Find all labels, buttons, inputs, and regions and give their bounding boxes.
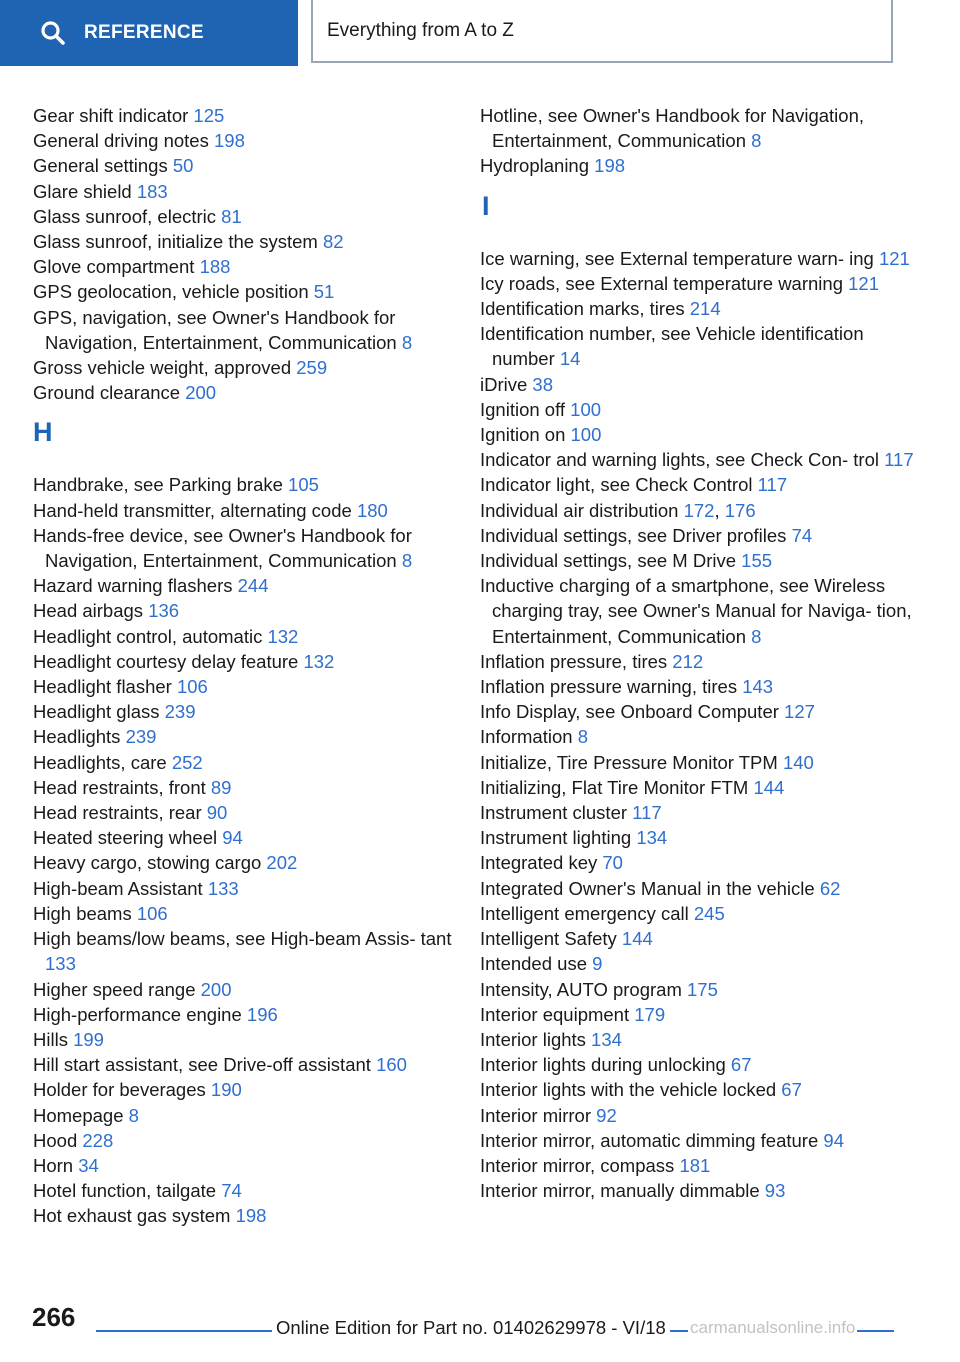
index-entry xyxy=(480,1153,930,1178)
index-entry-text: Hot exhaust gas system xyxy=(33,1205,231,1227)
page-link[interactable]: 144 xyxy=(753,776,785,798)
index-entry-text: Headlight flasher xyxy=(33,676,172,698)
index-entry-text: Integrated Owner's Manual in the vehicle xyxy=(480,877,815,899)
index-entry xyxy=(33,876,453,901)
index-entry xyxy=(480,447,930,472)
index-entry-text: Instrument lighting xyxy=(480,827,632,849)
index-entry xyxy=(33,1077,453,1102)
index-entry xyxy=(480,674,930,699)
index-entry xyxy=(33,649,453,674)
index-entry-text: Intelligent Safety xyxy=(480,928,617,950)
page-link[interactable]: 196 xyxy=(246,1003,278,1025)
index-entry xyxy=(33,523,453,573)
page-link[interactable]: 8 xyxy=(577,726,588,748)
page-link[interactable]: 252 xyxy=(171,751,203,773)
index-column-right xyxy=(480,103,930,1203)
page-link[interactable]: 172 xyxy=(683,499,715,521)
index-entry-text: iDrive xyxy=(480,373,528,395)
index-entry-text: Inductive charging of a smartphone, see Wireless charging tray, see Owner's Manual for Naviga‐ tion, Entertainment, Communication xyxy=(480,575,912,647)
page-link[interactable]: 121 xyxy=(878,247,910,269)
page-link[interactable]: 106 xyxy=(136,902,168,924)
page-link[interactable]: 74 xyxy=(791,524,813,546)
page-link[interactable]: 94 xyxy=(823,1129,844,1151)
page-link[interactable]: 176 xyxy=(724,499,756,521)
index-entry-text: Handbrake, see Parking brake xyxy=(33,474,283,496)
index-entry-text: Inflation pressure warning, tires xyxy=(480,676,738,698)
section-title-box xyxy=(311,0,893,63)
index-entry xyxy=(33,750,453,775)
page-link[interactable]: 8 xyxy=(751,625,762,647)
page-link[interactable]: 38 xyxy=(532,373,553,395)
index-entry xyxy=(480,296,930,321)
page-link[interactable]: 51 xyxy=(313,281,335,303)
index-entry xyxy=(480,901,930,926)
index-entry xyxy=(33,901,453,926)
index-entry-text: Ignition on xyxy=(480,424,566,446)
page-link[interactable]: 70 xyxy=(602,852,623,874)
index-entry xyxy=(480,103,930,153)
index-entry-text: Hand-held transmitter, alternating code xyxy=(33,499,352,521)
page-link[interactable]: 181 xyxy=(679,1154,711,1176)
page-link[interactable]: 244 xyxy=(237,575,269,597)
page-link[interactable]: 132 xyxy=(303,650,335,672)
index-entry xyxy=(480,649,930,674)
index-entry-text: Initialize, Tire Pressure Monitor TPM xyxy=(480,751,778,773)
page-header xyxy=(0,0,960,66)
page-link[interactable]: 100 xyxy=(570,398,602,420)
index-entry xyxy=(33,153,453,178)
index-entry xyxy=(480,523,930,548)
index-column-left xyxy=(33,103,453,1229)
index-entry-text: Heavy cargo, stowing cargo xyxy=(33,852,262,874)
index-entry-text: Ice warning, see External temperature warn‐ ing xyxy=(480,247,874,269)
watermark: carmanualsonline.info xyxy=(690,1318,856,1337)
index-entry xyxy=(480,724,930,749)
index-entry xyxy=(33,1052,453,1077)
index-entry xyxy=(480,775,930,800)
page-link[interactable]: 202 xyxy=(266,852,298,874)
page-link[interactable]: 34 xyxy=(78,1154,99,1176)
index-entry-text: Ground clearance xyxy=(33,382,181,404)
index-entry xyxy=(33,598,453,623)
index-entry-text: Horn xyxy=(33,1154,74,1176)
page-link[interactable]: 8 xyxy=(128,1104,139,1126)
index-entry-text: Ignition off xyxy=(480,398,566,420)
index-entry-text: Hills xyxy=(33,1028,68,1050)
page-link[interactable]: 239 xyxy=(125,726,157,748)
page-link[interactable]: 50 xyxy=(172,155,194,177)
index-entry-text: High-performance engine xyxy=(33,1003,242,1025)
index-entry-text: Identification number, see Vehicle identification number xyxy=(480,323,864,370)
index-entry-text: Information xyxy=(480,726,573,748)
index-entry-text: Headlights xyxy=(33,726,121,748)
index-entry-text: Inflation pressure, tires xyxy=(480,650,668,672)
index-entry-text: Gear shift indicator xyxy=(33,105,189,126)
index-entry xyxy=(480,951,930,976)
index-entry xyxy=(480,573,930,649)
page-link[interactable]: 117 xyxy=(884,449,914,471)
index-entry-text: Glass sunroof, initialize the system xyxy=(33,231,318,253)
index-entry-text: Head airbags xyxy=(33,600,144,622)
index-entry-text: Intensity, AUTO program xyxy=(480,978,682,1000)
page-link[interactable]: 143 xyxy=(742,676,774,698)
index-entry-text: Head restraints, front xyxy=(33,776,206,798)
index-entry-text: Identification marks, tires xyxy=(480,298,685,320)
index-entry xyxy=(33,305,453,355)
index-entry xyxy=(480,876,930,901)
index-entry-text: Info Display, see Onboard Computer xyxy=(480,701,779,723)
index-entry xyxy=(33,128,453,153)
index-entry xyxy=(480,977,930,1002)
index-entry xyxy=(33,1178,453,1203)
page-link[interactable]: 8 xyxy=(401,550,413,572)
index-entry xyxy=(33,279,453,304)
index-entry-text: General settings xyxy=(33,155,168,177)
index-entry-text: Hands-free device, see Owner's Handbook for Navigation, Entertainment, Communication xyxy=(33,524,412,572)
index-entry xyxy=(480,271,930,296)
index-entry-text: Integrated key xyxy=(480,852,598,874)
index-entry-text: Interior lights xyxy=(480,1028,586,1050)
index-entry-text: Headlight control, automatic xyxy=(33,625,263,647)
index-entry-text: High-beam Assistant xyxy=(33,877,203,899)
page-link[interactable]: 199 xyxy=(73,1028,104,1050)
index-entry xyxy=(480,153,930,178)
page-link[interactable]: 188 xyxy=(199,256,231,278)
index-entry-text: Headlights, care xyxy=(33,751,167,773)
page-link[interactable]: 214 xyxy=(689,298,721,320)
index-entry-text: General driving notes xyxy=(33,130,209,152)
page-number: 266 xyxy=(32,1302,76,1332)
index-entry-text: Interior mirror, automatic dimming feature xyxy=(480,1129,819,1151)
index-entry-text: Interior lights during unlocking xyxy=(480,1054,726,1076)
index-entry xyxy=(480,372,930,397)
index-entry xyxy=(33,825,453,850)
index-entry xyxy=(33,1002,453,1027)
index-entry xyxy=(33,674,453,699)
index-entry-text: Gross vehicle weight, approved xyxy=(33,357,292,379)
page-link[interactable]: 198 xyxy=(235,1205,267,1227)
index-entry-text: Headlight courtesy delay feature xyxy=(33,650,299,672)
page-link[interactable]: 245 xyxy=(693,902,725,924)
index-entry xyxy=(480,825,930,850)
index-entry-text: Intelligent emergency call xyxy=(480,902,689,924)
index-entry-text: Interior mirror, compass xyxy=(480,1154,675,1176)
page-link[interactable]: 160 xyxy=(376,1054,407,1076)
edition-text: Online Edition for Part no. 01402629978 - VI/18 xyxy=(272,1317,670,1339)
index-entry xyxy=(480,548,930,573)
page-link[interactable]: 133 xyxy=(45,953,76,975)
index-entry-text: Glove compartment xyxy=(33,256,195,278)
index-entry-text: High beams/low beams, see High-beam Assis‐ tant xyxy=(33,928,452,950)
index-entry xyxy=(33,1128,453,1153)
index-entry xyxy=(480,472,930,497)
index-entry: Individual air distribution 172, 176 xyxy=(480,499,756,521)
index-entry xyxy=(480,699,930,724)
page-link[interactable]: 175 xyxy=(687,978,718,1000)
page-link[interactable]: 125 xyxy=(193,105,225,126)
index-entry-text: Indicator light, see Check Control xyxy=(480,474,753,496)
page-link[interactable]: 92 xyxy=(596,1104,617,1126)
index-entry xyxy=(480,800,930,825)
index-entry-text: Instrument cluster xyxy=(480,802,628,824)
index-entry-text: Hydroplaning xyxy=(480,155,590,177)
page-link[interactable]: 67 xyxy=(781,1079,802,1101)
page-link[interactable]: 198 xyxy=(594,155,626,177)
page-link[interactable]: 14 xyxy=(559,348,581,370)
page-link[interactable]: 121 xyxy=(848,272,879,294)
index-entry-text: Higher speed range xyxy=(33,978,196,1000)
index-entry-text: Interior equipment xyxy=(480,1003,630,1025)
index-entry xyxy=(33,103,453,128)
index-entry-text: Individual air distribution xyxy=(480,499,679,521)
page-link[interactable]: 200 xyxy=(185,382,217,404)
page-link[interactable]: 133 xyxy=(207,877,239,899)
index-entry-text: Intended use xyxy=(480,953,587,975)
page-link[interactable]: 132 xyxy=(267,625,299,647)
page-link[interactable]: 136 xyxy=(148,600,180,622)
page-link[interactable]: 155 xyxy=(741,550,773,572)
page-footer xyxy=(0,1296,960,1362)
index-entry xyxy=(33,355,453,380)
index-entry-text: Hill start assistant, see Drive-off assistant xyxy=(33,1054,371,1076)
index-entry xyxy=(480,246,930,271)
section-tab[interactable] xyxy=(0,0,298,66)
page-link[interactable]: 74 xyxy=(221,1180,242,1202)
index-entry-text: Head restraints, rear xyxy=(33,802,202,824)
index-entry xyxy=(480,1178,930,1203)
index-entry-text: Interior mirror xyxy=(480,1104,592,1126)
index-entry xyxy=(33,1203,453,1228)
page-link[interactable]: 62 xyxy=(819,877,841,899)
page-link[interactable]: 90 xyxy=(206,802,228,824)
index-entry xyxy=(33,1103,453,1128)
index-entry xyxy=(480,1077,930,1102)
index-letter-heading: H xyxy=(33,417,53,448)
index-entry-text: Homepage xyxy=(33,1104,124,1126)
page-link[interactable]: 198 xyxy=(214,130,245,152)
page-link[interactable]: 8 xyxy=(401,331,413,353)
page-link[interactable]: 140 xyxy=(782,751,814,773)
page-link[interactable]: 94 xyxy=(222,827,243,849)
page-link[interactable]: 200 xyxy=(200,978,232,1000)
page-link[interactable]: 81 xyxy=(221,205,242,227)
index-entry xyxy=(480,1002,930,1027)
index-entry-text: Hood xyxy=(33,1129,78,1151)
page-link[interactable]: 105 xyxy=(288,474,319,496)
index-entry xyxy=(480,1103,930,1128)
index-entry xyxy=(33,1027,453,1052)
page-link[interactable]: 117 xyxy=(632,802,662,824)
index-entry xyxy=(33,204,453,229)
index-entry-text: Headlight glass xyxy=(33,701,160,723)
section-label: REFERENCE xyxy=(84,22,204,43)
index-entry xyxy=(33,800,453,825)
page-link[interactable]: 127 xyxy=(784,701,815,723)
index-entry xyxy=(33,977,453,1002)
index-entry xyxy=(33,1153,453,1178)
page-link[interactable]: 180 xyxy=(356,499,388,521)
page-link[interactable]: 144 xyxy=(621,928,653,950)
page-link[interactable]: 134 xyxy=(636,827,668,849)
page-link[interactable]: 179 xyxy=(634,1003,666,1025)
index-entry xyxy=(480,926,930,951)
search-icon xyxy=(40,20,66,46)
index-entry-text: Individual settings, see Driver profiles xyxy=(480,524,787,546)
index-entry-text: Individual settings, see M Drive xyxy=(480,550,737,572)
index-entry xyxy=(33,724,453,749)
index-entry xyxy=(480,750,930,775)
index-entry-text: Holder for beverages xyxy=(33,1079,206,1101)
index-entry-text: Interior mirror, manually dimmable xyxy=(480,1180,760,1202)
index-entry-text: Hotel function, tailgate xyxy=(33,1180,217,1202)
page-link[interactable]: 8 xyxy=(751,130,762,152)
index-entry xyxy=(33,699,453,724)
index-entry-text: Heated steering wheel xyxy=(33,827,218,849)
index-entry-text: Interior lights with the vehicle locked xyxy=(480,1079,777,1101)
page-link[interactable]: 82 xyxy=(322,231,344,253)
index-entry-text: Glare shield xyxy=(33,180,132,202)
index-entry-text: Icy roads, see External temperature warning xyxy=(480,272,843,294)
page-link[interactable]: 134 xyxy=(591,1028,622,1050)
page-link[interactable]: 183 xyxy=(136,180,168,202)
index-entry xyxy=(33,472,453,497)
page-link[interactable]: 106 xyxy=(176,676,208,698)
section-title: Everything from A to Z xyxy=(327,19,514,41)
page-link[interactable]: 190 xyxy=(210,1079,242,1101)
index-entry xyxy=(33,254,453,279)
index-entry xyxy=(480,321,930,371)
index-entry-text: Hazard warning flashers xyxy=(33,575,233,597)
page-link[interactable]: 89 xyxy=(210,776,232,798)
page-link[interactable]: 228 xyxy=(82,1129,114,1151)
index-entry-text: High beams xyxy=(33,902,132,924)
index-letter-heading: I xyxy=(482,190,490,221)
index-entry-text: Indicator and warning lights, see Check Con‐ trol xyxy=(480,449,879,471)
index-entry xyxy=(33,775,453,800)
page-link[interactable]: 212 xyxy=(672,650,704,672)
index-entry xyxy=(33,498,453,523)
index-entry xyxy=(33,229,453,254)
index-entry xyxy=(33,380,453,405)
index-entry xyxy=(33,850,453,875)
page-link[interactable]: 259 xyxy=(296,357,328,379)
page-link[interactable]: 100 xyxy=(570,424,602,446)
index-entry xyxy=(33,573,453,598)
index-entry xyxy=(480,1052,930,1077)
index-entry xyxy=(33,179,453,204)
index-entry-text: Hotline, see Owner's Handbook for Navigation, Entertainment, Communication xyxy=(480,105,865,152)
index-entry xyxy=(480,1128,930,1153)
page-link[interactable]: 117 xyxy=(757,474,788,496)
index-entry xyxy=(480,422,930,447)
page-link[interactable]: 67 xyxy=(730,1054,752,1076)
index-entry xyxy=(480,850,930,875)
index-entry xyxy=(480,397,930,422)
index-entry xyxy=(33,624,453,649)
page-link[interactable]: 93 xyxy=(764,1180,786,1202)
index-entry-text: GPS geolocation, vehicle position xyxy=(33,281,309,303)
page-link[interactable]: 9 xyxy=(592,953,603,975)
index-entry-text: Initializing, Flat Tire Monitor FTM xyxy=(480,776,749,798)
index-entry xyxy=(480,1027,930,1052)
index-entry-text: GPS, navigation, see Owner's Handbook for Navigation, Entertainment, Communication xyxy=(33,306,397,353)
index-entry xyxy=(33,926,453,976)
page-link[interactable]: 239 xyxy=(164,701,196,723)
index-entry-text: Glass sunroof, electric xyxy=(33,205,217,227)
